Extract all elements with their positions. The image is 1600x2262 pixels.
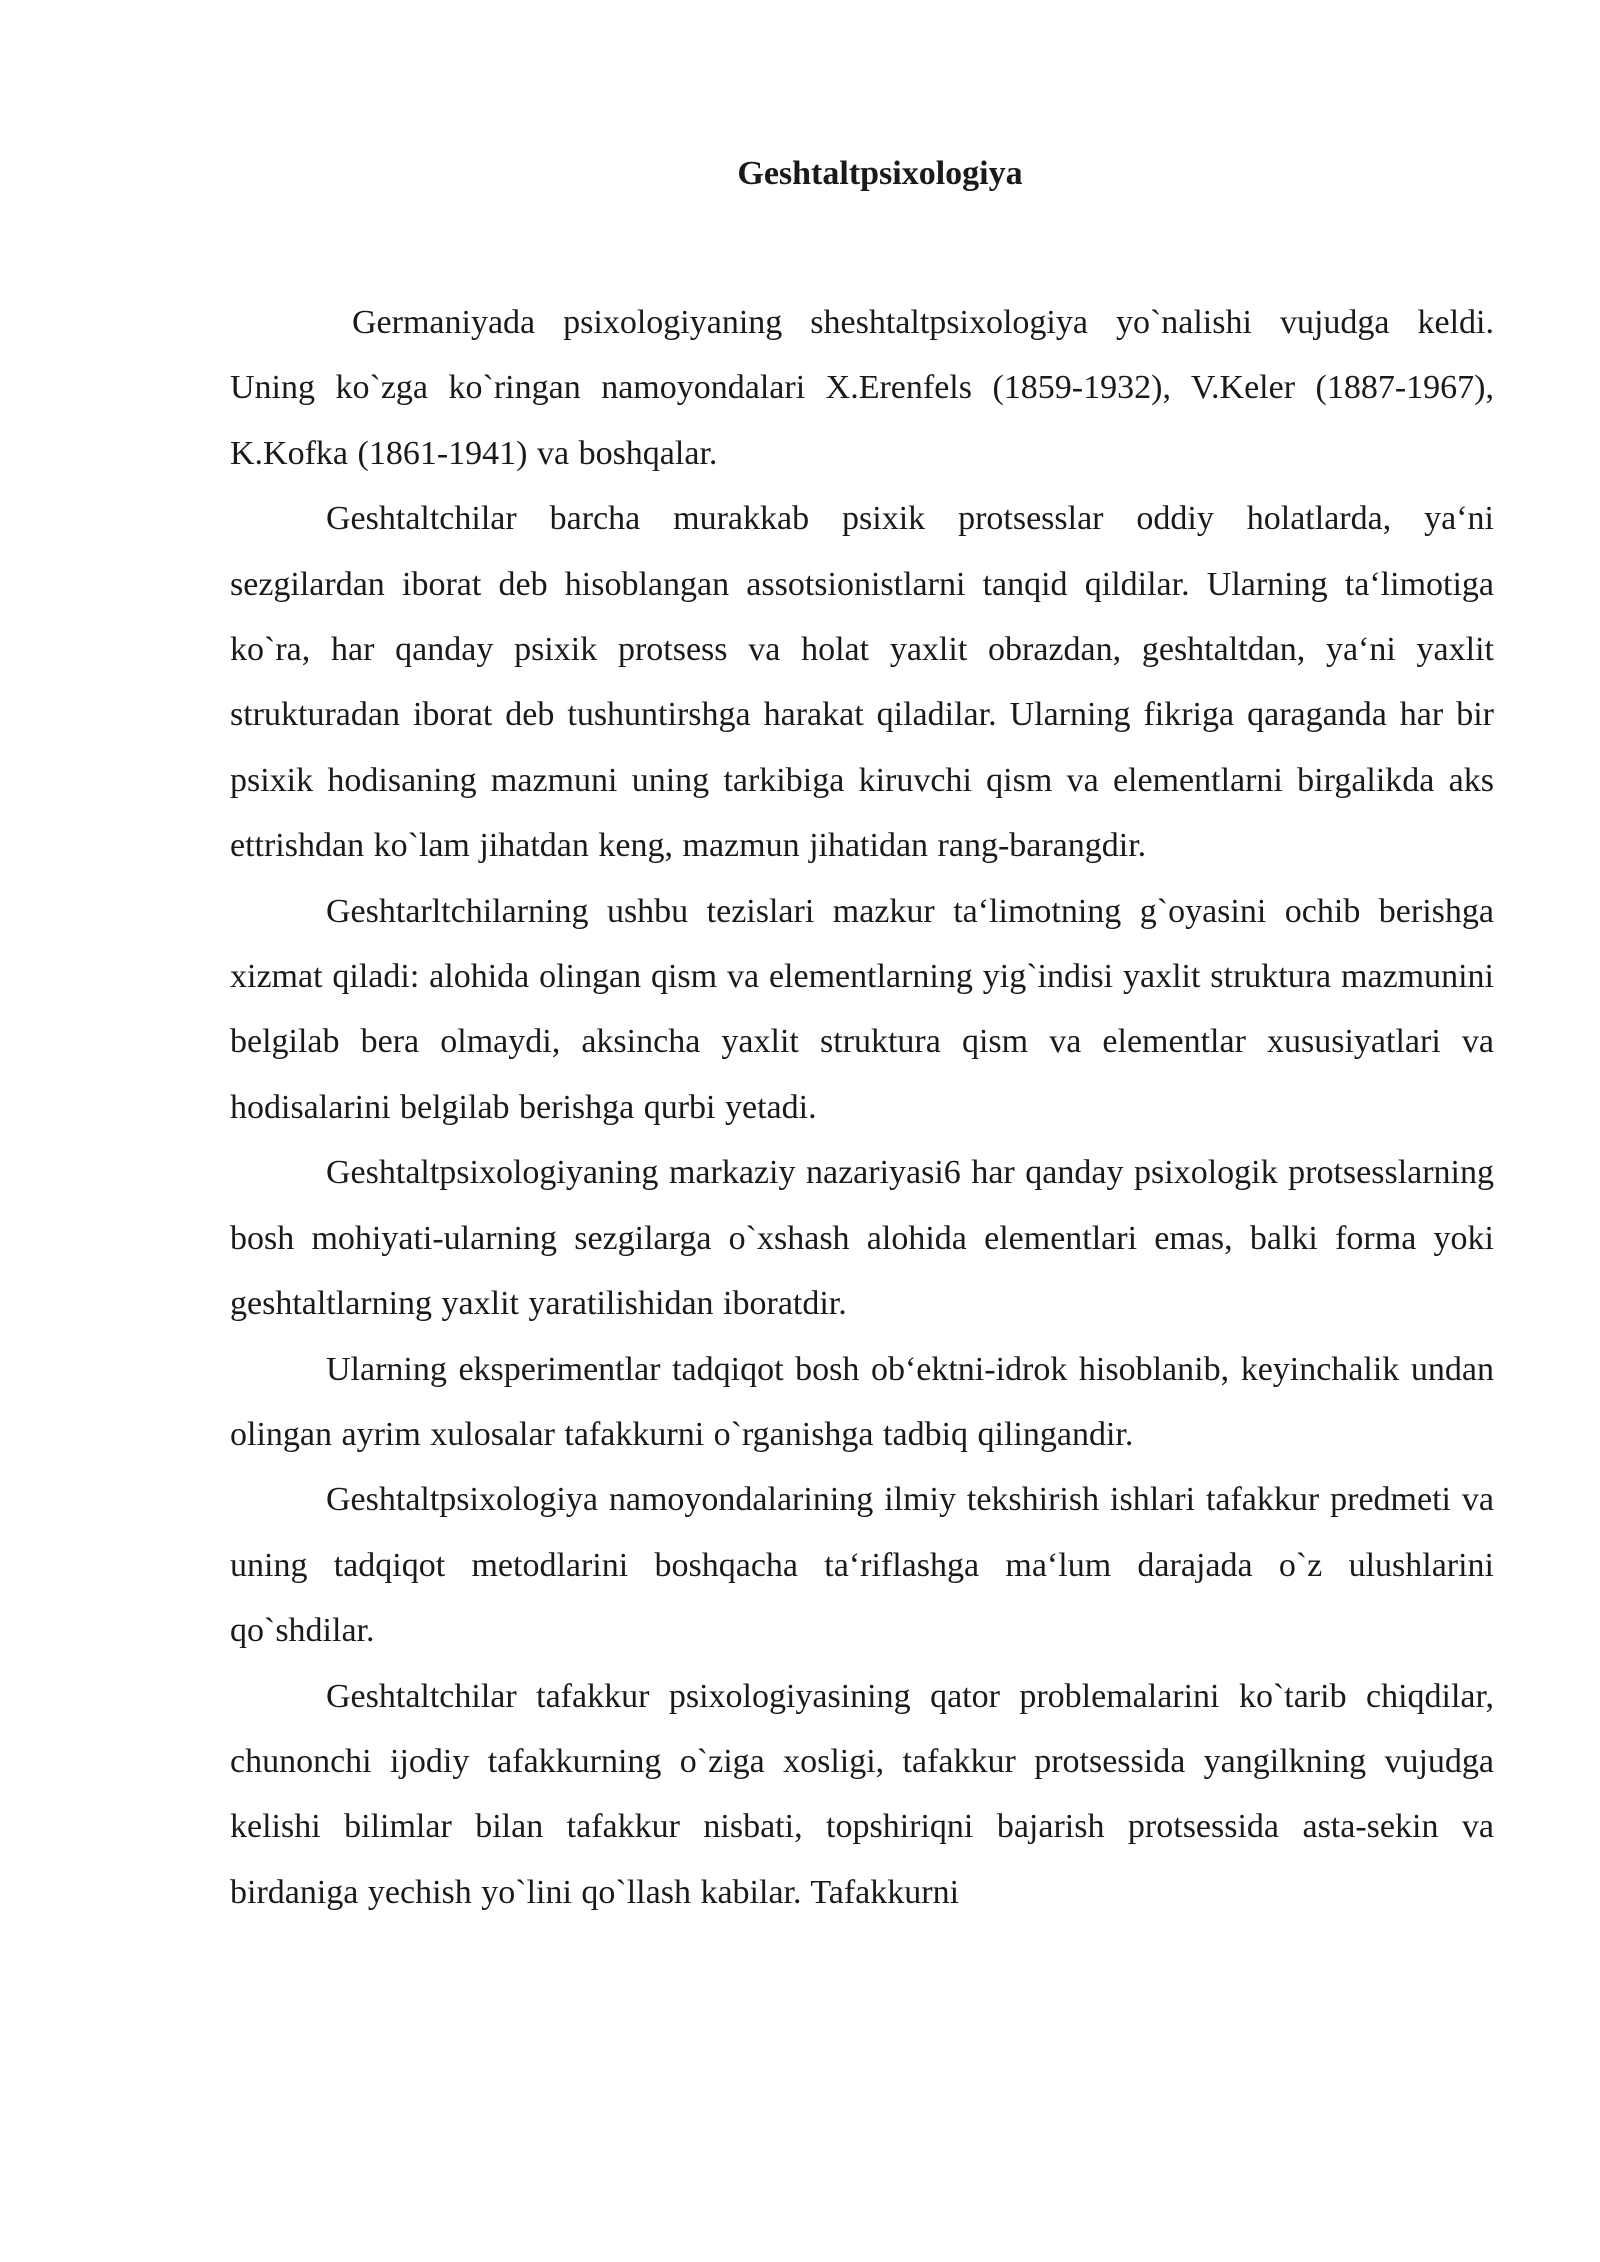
document-page [230, 148, 1494, 1925]
paragraph: Geshtaltpsixologiya namoyondalarining ilmiy tekshirish ishlari tafakkur predmeti va uning tadqiqot metodlarini boshqacha ta‘riflashga ma‘lum darajada o`z ulushlarini qo`shdilar. [230, 1481, 1494, 1650]
paragraph: Germaniyada psixologiyaning sheshtaltpsixologiya yo`nalishi vujudga keldi. Uning ko`zga ko`ringan namoyondalari X.Erenfels (1859-1932), V.Keler (1887-1967), K.Kofka (1861-1941) va boshqalar. [230, 304, 1494, 472]
paragraph: Ularning eksperimentlar tadqiqot bosh ob‘ektni-idrok hisoblanib, keyinchalik undan olingan ayrim xulosalar tafakkurni o`rganishga tadbiq qilingandir. [230, 1350, 1494, 1453]
paragraph: Geshtarltchilarning ushbu tezislari mazkur ta‘limotning g`oyasini ochib berishga xizmat qiladi: alohida olingan qism va elementlarning yig`indisi yaxlit struktura mazmunini belgilab bera olmaydi, aksincha yaxlit struktura qism va elementlar xususiyatlari va hodisalarini belgilab berishga qurbi yetadi. [230, 892, 1494, 1126]
paragraph: Geshtaltchilar barcha murakkab psixik protsesslar oddiy holatlarda, ya‘ni sezgilardan iborat deb hisoblangan assotsionistlarni tanqid qildilar. Ularning ta‘limotiga ko`ra, har qanday psixik protsess va holat yaxlit obrazdan, geshtaltdan, ya‘ni yaxlit strukturadan iborat deb tushuntirshga harakat qiladilar. Ularning fikriga qaraganda har bir psixik hodisaning mazmuni uning tarkibiga kiruvchi qism va elementlarni birgalikda aks ettrishdan ko`lam jihatdan keng, mazmun jihatidan rang-barangdir. [230, 500, 1494, 865]
paragraph: Geshtaltpsixologiyaning markaziy nazariyasi6 har qanday psixologik protsesslarning bosh mohiyati-ularning sezgilarga o`xshash alohida elementlari emas, balki forma yoki geshtaltlarning yaxlit yaratilishidan iboratdir. [230, 1154, 1494, 1323]
document-title: Geshtaltpsixologiya [737, 155, 1023, 192]
paragraph: Geshtaltchilar tafakkur psixologiyasining qator problemalarini ko`tarib chiqdilar, chunonchi ijodiy tafakkurning o`ziga xosligi, tafakkur protsessida yangilkning vujudga kelishi bilimlar bilan tafakkur nisbati, topshiriqni bajarish protsessida asta-sekin va birdaniga yechish yo`lini qo`llash kabilar. Tafakkurni [230, 1677, 1494, 1911]
